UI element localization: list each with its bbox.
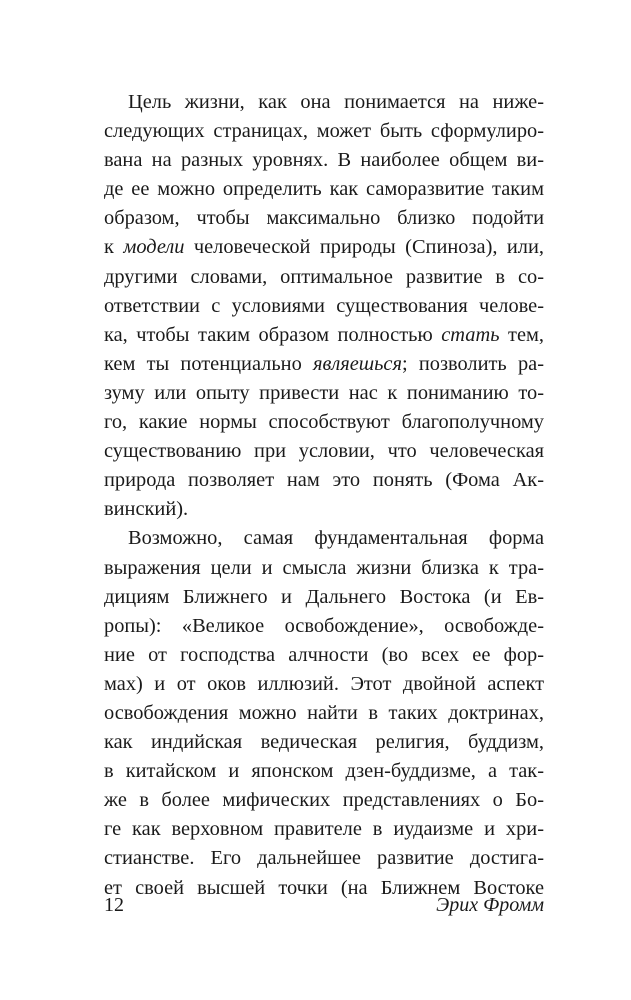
text-line: [104, 699, 544, 728]
text-segment: кем ты потенциально: [104, 352, 313, 375]
emphasized-word: модели: [123, 236, 185, 259]
running-footer-author: Эрих Фромм: [436, 894, 544, 916]
text-segment: тем,: [499, 323, 545, 346]
text-line: [104, 146, 544, 175]
text-line: [104, 292, 544, 321]
emphasized-word: стать: [441, 323, 500, 346]
text-segment: ге как верховном правителе в иудаизме и хри-: [104, 818, 544, 841]
body-text: [104, 88, 544, 903]
text-line: [104, 437, 544, 466]
text-line: [104, 350, 544, 379]
text-segment: стианстве. Его дальнейшее развитие достига-: [104, 847, 544, 870]
text-line: [104, 495, 544, 524]
text-segment: же в более мифических представлениях о Бо-: [104, 789, 544, 812]
text-segment: мах) и от оков иллюзий. Этот двойной аспект: [104, 672, 544, 695]
text-line: [104, 554, 544, 583]
text-segment: Цель жизни, как она понимается на ниже-: [128, 91, 544, 113]
text-line: [104, 233, 544, 262]
text-line: [104, 583, 544, 612]
text-segment: существованию при условии, что человеческая: [104, 440, 544, 463]
text-line: [104, 379, 544, 408]
text-line: [104, 612, 544, 641]
text-segment: к: [104, 236, 124, 259]
text-segment: как индийская ведическая религия, буддизм,: [104, 731, 544, 754]
text-line: [104, 786, 544, 815]
text-line: [104, 728, 544, 757]
text-line: [104, 175, 544, 204]
text-line: [104, 321, 544, 350]
text-segment: образом, чтобы максимально близко подойти: [104, 207, 544, 230]
text-segment: ответствии с условиями существования челове-: [104, 294, 544, 317]
text-segment: освобождения можно найти в таких доктринах,: [104, 701, 544, 724]
text-segment: ет своей высшей точки (на Ближнем Востоке: [104, 876, 544, 899]
text-segment: Возможно, самая фундаментальная форма: [128, 527, 544, 550]
paragraph: [104, 524, 544, 902]
emphasized-word: являешься: [313, 352, 402, 375]
text-line: [104, 466, 544, 495]
text-line: [104, 670, 544, 699]
page-footer: [104, 890, 544, 920]
text-segment: выражения цели и смысла жизни близка к тра-: [104, 556, 544, 579]
text-segment: другими словами, оптимальное развитие в со-: [104, 265, 544, 288]
text-line: [104, 757, 544, 786]
text-line: [104, 524, 544, 553]
text-segment: ; позволить ра-: [401, 352, 544, 375]
text-segment: го, какие нормы способствуют благополучному: [104, 411, 544, 434]
text-segment: человеческой природы (Спиноза), или,: [184, 236, 544, 259]
text-segment: дициям Ближнего и Дальнего Востока (и Ев-: [104, 585, 544, 608]
text-segment: ние от господства алчности (во всех ее фор-: [104, 643, 544, 666]
text-line: [104, 117, 544, 146]
text-segment: ка, чтобы таким образом полностью: [104, 323, 442, 346]
text-line: [104, 408, 544, 437]
paragraph: [104, 88, 544, 524]
text-line: [104, 815, 544, 844]
text-line: [104, 88, 544, 117]
text-line: [104, 263, 544, 292]
page-number: 12: [104, 894, 124, 916]
text-segment: де ее можно определить как саморазвитие таким: [104, 178, 544, 201]
text-segment: в китайском и японском дзен-буддизме, а так-: [104, 760, 544, 783]
text-line: [104, 641, 544, 670]
text-line: [104, 844, 544, 873]
text-segment: следующих страницах, может быть сформулиро-: [104, 120, 544, 143]
text-segment: природа позволяет нам это понять (Фома Ак-: [104, 469, 544, 492]
text-segment: ропы): «Великое освобождение», освобожде-: [104, 614, 544, 637]
text-segment: вана на разных уровнях. В наиболее общем ви-: [104, 149, 544, 172]
text-line: [104, 204, 544, 233]
text-segment: зуму или опыту привести нас к пониманию то-: [104, 381, 544, 404]
text-segment: винский).: [104, 498, 189, 521]
